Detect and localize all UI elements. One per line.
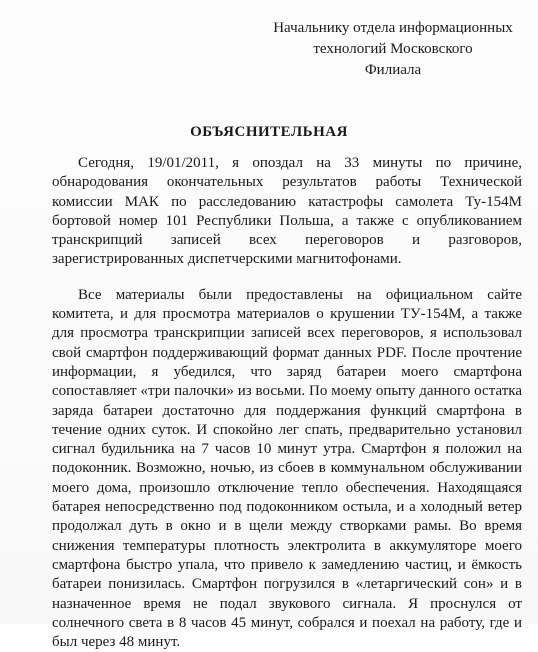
document-title: ОБЪЯСНИТЕЛЬНАЯ — [190, 124, 348, 140]
addressee-line-2: технологий Московского — [313, 41, 473, 57]
addressee-line-1: Начальнику отдела информационных — [273, 20, 513, 36]
document-body — [52, 154, 522, 652]
paragraph-2: Все материалы были предоставлены на официальном сайте комитета, и для просмотра материалов о крушении ТУ-154М, а также для просмотра транскрипции записей всех переговоров, я использовал свой смартфон поддерживающий формат данных PDF. После прочтение информации, я убедился, что заряд батареи моего смартфона сопоставляет «три палочки» из восьми. По моему опыту данного остатка заряда батареи достаточно для поддержания функций смартфона в течение одних суток. И спокойно лег спать, предварительно установил сигнал будильника на 7 часов 10 минут утра. Смартфон я положил на подоконник. Возможно, ночью, из сбоев в коммунальном обслуживании моего дома, произошло отключение тепло обеспечения. Находящаяся батарея непосредственно под подоконником остыла, и а холодный ветер продолжал дуть в окно и в щели между створками рамы. Во время снижения температуры плотность электролита в аккумуляторе моего смартфона быстро упала, что привело к замедлению частиц, и ёмкость батареи понизилась. Смартфон погрузился в «летаргический сон» и в назначенное время не подал звукового сигнала. Я проснулся от солнечного света в 8 часов 45 минут, собрался и поехал на работу, где и был через 48 минут. — [52, 286, 522, 651]
addressee-block — [268, 18, 518, 81]
addressee-line-3: Филиала — [364, 62, 422, 78]
paragraph-1: Сегодня, 19/01/2011, я опоздал на 33 минуты по причине, обнародования окончательных результатов работы Технической комиссии МАК по расследованию катастрофы самолета Ту-154М бортовой номер 101 Республики Польша, а также с опубликованием транскрипций записей всех переговоров и разговоров, зарегистрированных диспетчерскими магнитофонами. — [52, 155, 522, 268]
